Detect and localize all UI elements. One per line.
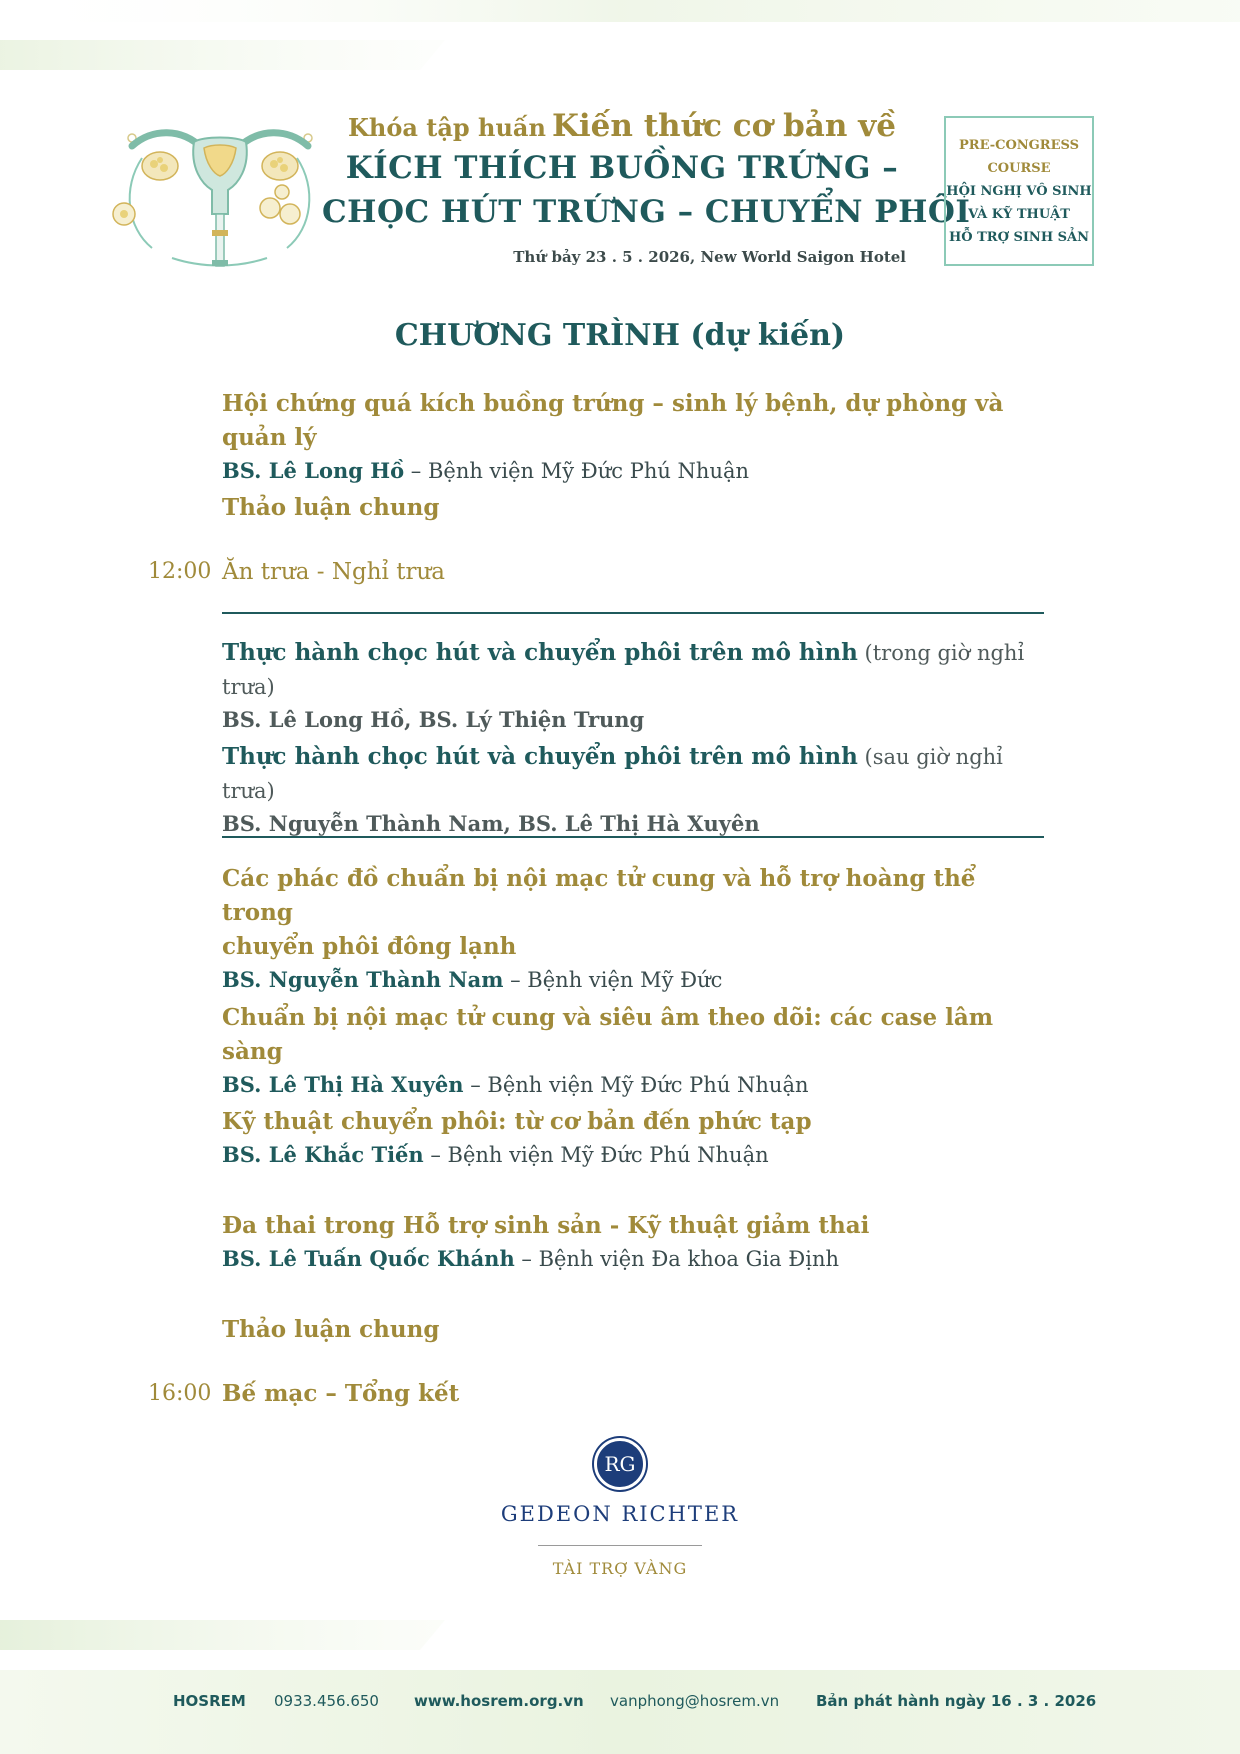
session-title: Đa thai trong Hỗ trợ sinh sản - Kỹ thuật giảm thai xyxy=(222,1212,870,1239)
session-time: 16:00 xyxy=(148,1381,212,1406)
speaker-affiliation: – Bệnh viện Mỹ Đức Phú Nhuận xyxy=(404,459,750,483)
speaker-affiliation: – Bệnh viện Đa khoa Gia Định xyxy=(514,1247,839,1271)
program-title: CHƯƠNG TRÌNH (dự kiến) xyxy=(394,318,846,353)
speaker-name: BS. Lê Khắc Tiến xyxy=(222,1142,424,1167)
session-item xyxy=(222,1377,1052,1411)
session-item xyxy=(222,555,1052,589)
session-title-line2: chuyển phôi đông lạnh xyxy=(222,933,517,960)
session-speakers: BS. Lê Long Hồ, BS. Lý Thiện Trung xyxy=(222,707,645,732)
session-time: 12:00 xyxy=(148,559,212,584)
session-item xyxy=(222,740,1052,840)
session-title-line1: Các phác đồ chuẩn bị nội mạc tử cung và hỗ trợ hoàng thể trong xyxy=(222,865,976,926)
bottom-decorative-stripe xyxy=(0,1610,1240,1754)
speaker-name: BS. Lê Thị Hà Xuyên xyxy=(222,1072,464,1097)
session-title: Thảo luận chung xyxy=(222,1316,440,1343)
top-decorative-stripe xyxy=(0,0,1240,110)
speaker-name: BS. Lê Long Hồ xyxy=(222,458,405,483)
session-speaker-line xyxy=(222,1243,1052,1275)
footer-org: HOSREM xyxy=(173,1692,246,1710)
badge-line1: PRE-CONGRESS xyxy=(959,138,1079,153)
session-title: Ăn trưa - Nghỉ trưa xyxy=(222,559,445,585)
section-divider xyxy=(222,836,1044,838)
session-item xyxy=(222,1313,1052,1347)
uterus-ovaries-illustration xyxy=(112,118,328,278)
session-speaker-line xyxy=(222,1139,1052,1171)
session-title: Thảo luận chung xyxy=(222,494,440,521)
speaker-affiliation: – Bệnh viện Mỹ Đức xyxy=(503,968,723,992)
footer-phone: 0933.456.650 xyxy=(274,1692,379,1710)
speaker-name: BS. Lê Tuấn Quốc Khánh xyxy=(222,1246,515,1271)
session-title: Chuẩn bị nội mạc tử cung và siêu âm theo dõi: các case lâm sàng xyxy=(222,1004,994,1065)
session-title: Thực hành chọc hút và chuyển phôi trên mô hình xyxy=(222,743,858,770)
badge-line2: COURSE xyxy=(987,161,1051,176)
session-item xyxy=(222,491,1052,525)
footer-website[interactable]: www.hosrem.org.vn xyxy=(414,1692,584,1710)
speaker-affiliation: – Bệnh viện Mỹ Đức Phú Nhuận xyxy=(423,1143,769,1167)
footer-email[interactable]: vanphong@hosrem.vn xyxy=(610,1692,780,1710)
session-item xyxy=(222,1001,1052,1101)
speaker-affiliation: – Bệnh viện Mỹ Đức Phú Nhuận xyxy=(463,1073,809,1097)
badge-line3: HỘI NGHỊ VÔ SINH xyxy=(946,184,1092,199)
sponsor-tier: TÀI TRỢ VÀNG xyxy=(552,1559,688,1578)
header-title-block xyxy=(322,108,971,234)
session-item xyxy=(222,1105,1052,1171)
course-title-line3: CHỌC HÚT TRỨNG – CHUYỂN PHÔI xyxy=(322,194,971,230)
session-title: Kỹ thuật chuyển phôi: từ cơ bản đến phức tạp xyxy=(222,1108,812,1135)
gedeon-richter-logo: RG xyxy=(594,1438,646,1490)
session-speaker-line xyxy=(222,455,1052,487)
event-date-venue: Thứ bảy 23 . 5 . 2026, New World Saigon Hotel xyxy=(513,248,906,266)
session-title: Hội chứng quá kích buồng trứng – sinh lý bệnh, dự phòng và quản lý xyxy=(222,390,1004,451)
session-note: (sau giờ nghỉ trưa) xyxy=(222,745,1003,803)
course-title-line1 xyxy=(322,108,922,144)
session-item xyxy=(222,636,1052,736)
section-divider xyxy=(222,612,1044,614)
session-speakers: BS. Nguyễn Thành Nam, BS. Lê Thị Hà Xuyên xyxy=(222,811,760,836)
session-speaker-line xyxy=(222,1069,1052,1101)
session-item xyxy=(222,1209,1052,1275)
badge-line5: HỖ TRỢ SINH SẢN xyxy=(949,230,1089,245)
pre-congress-badge xyxy=(944,116,1094,266)
session-title: Bế mạc – Tổng kết xyxy=(222,1380,460,1407)
footer-release-date: Bản phát hành ngày 16 . 3 . 2026 xyxy=(816,1692,1097,1710)
session-item xyxy=(222,862,1052,996)
course-title-line2: KÍCH THÍCH BUỒNG TRỨNG – xyxy=(345,150,899,186)
session-item xyxy=(222,387,1052,487)
course-highlight: Kiến thức cơ bản về xyxy=(551,108,896,144)
sponsor-name: GEDEON RICHTER xyxy=(500,1502,740,1526)
session-title-line xyxy=(222,740,1052,808)
session-note: (trong giờ nghỉ trưa) xyxy=(222,641,1025,699)
session-title: Thực hành chọc hút và chuyển phôi trên mô hình xyxy=(222,639,858,666)
badge-line4: VÀ KỸ THUẬT xyxy=(968,207,1070,222)
course-prefix: Khóa tập huấn xyxy=(348,113,546,142)
session-title-line xyxy=(222,636,1052,704)
speaker-name: BS. Nguyễn Thành Nam xyxy=(222,967,504,992)
session-speaker-line xyxy=(222,964,1052,996)
sponsor-divider xyxy=(538,1545,702,1546)
